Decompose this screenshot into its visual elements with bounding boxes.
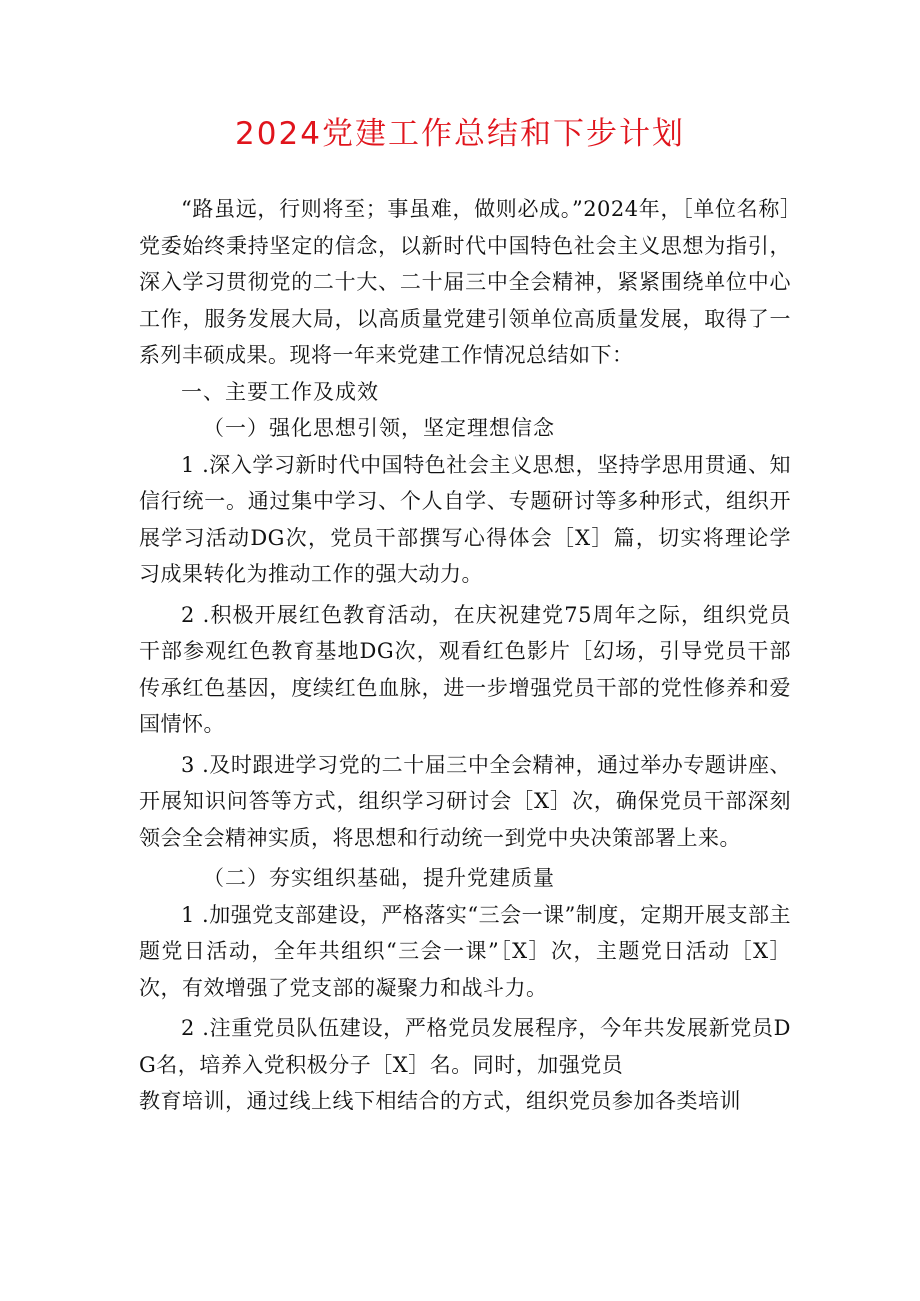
intro-paragraph: “路虽远，行则将至；事虽难，做则必成。”2024年，［单位名称］党委始终秉持坚定的信念，以新时代中国特色社会主义思想为指引，深入学习贯彻党的二十大、二十届三中全会精神，紧紧围绕单位中心工作，服务发展大局，以高质量党建引领单位高质量发展，取得了一系列丰硕成果。现将一年来党建工作情况总结如下： <box>139 197 791 367</box>
section-heading-main-work: 一、主要工作及成效 <box>181 379 379 404</box>
list-item: 1 .加强党支部建设，严格落实“三会一课”制度，定期开展支部主题党日活动，全年共组织“三会一课”［X］次，主题党日活动［X］次，有效增强了党支部的凝聚力和战斗力。 <box>139 902 791 1000</box>
document-body <box>139 191 791 1120</box>
trailing-line: 教育培训，通过线上线下相结合的方式，组织党员参加各类培训 <box>139 1089 741 1113</box>
list-item: 3 .及时跟进学习党的二十届三中全会精神，通过举办专题讲座、开展知识问答等方式，组织学习研讨会［X］次，确保党员干部深刻领会全会精神实质，将思想和行动统一到党中央决策部署上来。 <box>139 752 791 850</box>
document-title: 2024党建工作总结和下步计划 <box>235 116 685 152</box>
list-item: 2 .注重党员队伍建设，严格党员发展程序，今年共发展新党员DG名，培养入党积极分子［X］名。同时，加强党员 <box>139 1016 791 1077</box>
subsection-heading-ideology: （一）强化思想引领，坚定理想信念 <box>203 416 555 440</box>
list-item: 1 .深入学习新时代中国特色社会主义思想，坚持学思用贯通、知信行统一。通过集中学习、个人自学、专题研讨等多种形式，组织开展学习活动DG次，党员干部撰写心得体会［X］篇，切实将理论学习成果转化为推动工作的强大动力。 <box>139 452 791 586</box>
subsection-heading-organization: （二）夯实组织基础，提升党建质量 <box>203 866 555 890</box>
list-item: 2 .积极开展红色教育活动，在庆祝建党75周年之际，组织党员干部参观红色教育基地DG次，观看红色影片［幻场，引导党员干部传承红色基因，度续红色血脉，进一步增强党员干部的党性修养和爱国情怀。 <box>139 602 791 736</box>
